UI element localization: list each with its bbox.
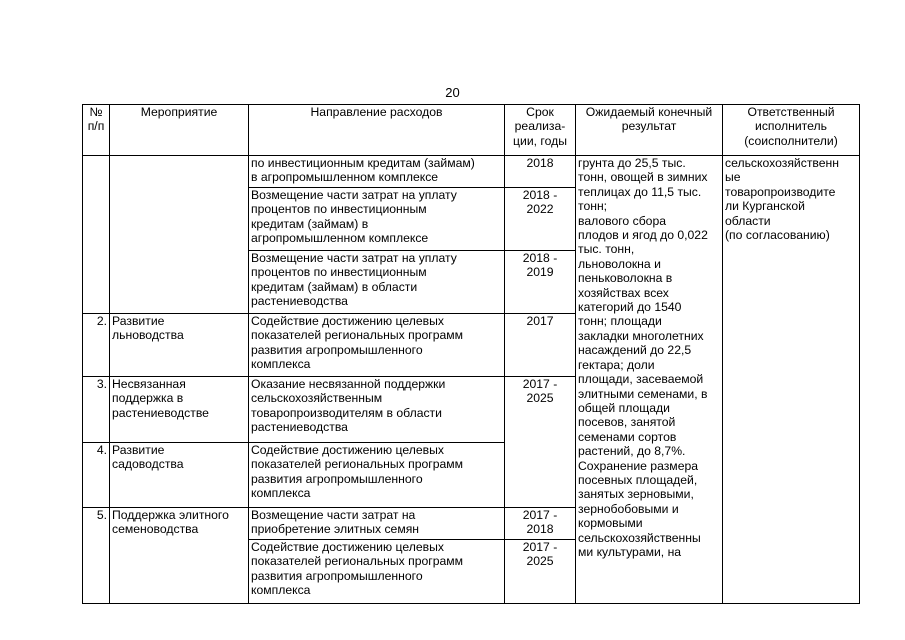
num-cell: 2. (83, 314, 110, 377)
result-cell: грунта до 25,5 тыс. тонн, овощей в зимних теплицах до 11,5 тыс. тонн; валового сбора плодов и ягод до 0,022 тыс. тонн, льноволокна и пеньковолокна в хозяйствах всех категорий до 1540 тонн; площади закладки многолетних насаждений до 22,5 гектара; доли площади, засеваемой элитными семенами, в общей площади посевов, занятой семенами сортов растений, до 8,7%. Сохранение размера посевных площадей, занятых зерновыми, зернобобовыми и кормовыми сельскохозяйственны ми культурами, на (576, 156, 723, 604)
term-cell: 2017 (505, 314, 576, 377)
term-cell: 2018 - 2019 (505, 251, 576, 314)
event-cell: Развитие льноводства (110, 314, 249, 377)
event-cell: Развитие садоводства (110, 443, 249, 508)
responsible-cell: сельскохозяйственн ые товаропроизводите ли Курганской области (по согласованию) (723, 156, 860, 604)
header-event: Мероприятие (110, 105, 249, 156)
term-cell: 2017 - 2025 (505, 540, 576, 604)
term-cell: 2017 - 2018 (505, 508, 576, 540)
header-direction: Направление расходов (249, 105, 505, 156)
direction-cell: Возмещение части затрат на уплату процентов по инвестиционным кредитам (займам) в области растениеводства (249, 251, 505, 314)
num-cell (83, 156, 110, 314)
header-term: Срок реализа- ции, годы (505, 105, 576, 156)
direction-cell: по инвестиционным кредитам (займам) в агропромышленном комплексе (249, 156, 505, 188)
direction-cell: Содействие достижению целевых показателей региональных программ развития агропромышленного комплекса (249, 314, 505, 377)
page-number: 20 (445, 85, 460, 100)
event-cell: Несвязанная поддержка в растениеводстве (110, 377, 249, 443)
direction-cell: Возмещение части затрат на уплату процентов по инвестиционным кредитам (займам) в агропромышленном комплексе (249, 188, 505, 251)
measures-table (82, 104, 860, 604)
event-cell (110, 156, 249, 314)
header-responsible: Ответственный исполнитель (соисполнители) (723, 105, 860, 156)
header-num: № п/п (83, 105, 110, 156)
direction-cell: Содействие достижению целевых показателей региональных программ развития агропромышленного комплекса (249, 540, 505, 604)
num-cell: 4. (83, 443, 110, 508)
num-cell: 3. (83, 377, 110, 443)
term-cell: 2018 - 2022 (505, 188, 576, 251)
term-cell: 2017 - 2025 (505, 377, 576, 508)
header-row (83, 105, 860, 156)
num-cell: 5. (83, 508, 110, 604)
header-result: Ожидаемый конечный результат (576, 105, 723, 156)
term-cell: 2018 (505, 156, 576, 188)
event-cell: Поддержка элитного семеноводства (110, 508, 249, 604)
direction-cell: Содействие достижению целевых показателей региональных программ развития агропромышленного комплекса (249, 443, 505, 508)
direction-cell: Возмещение части затрат на приобретение элитных семян (249, 508, 505, 540)
direction-cell: Оказание несвязанной поддержки сельскохозяйственным товаропроизводителям в области растениеводства (249, 377, 505, 443)
table-row (83, 156, 860, 188)
